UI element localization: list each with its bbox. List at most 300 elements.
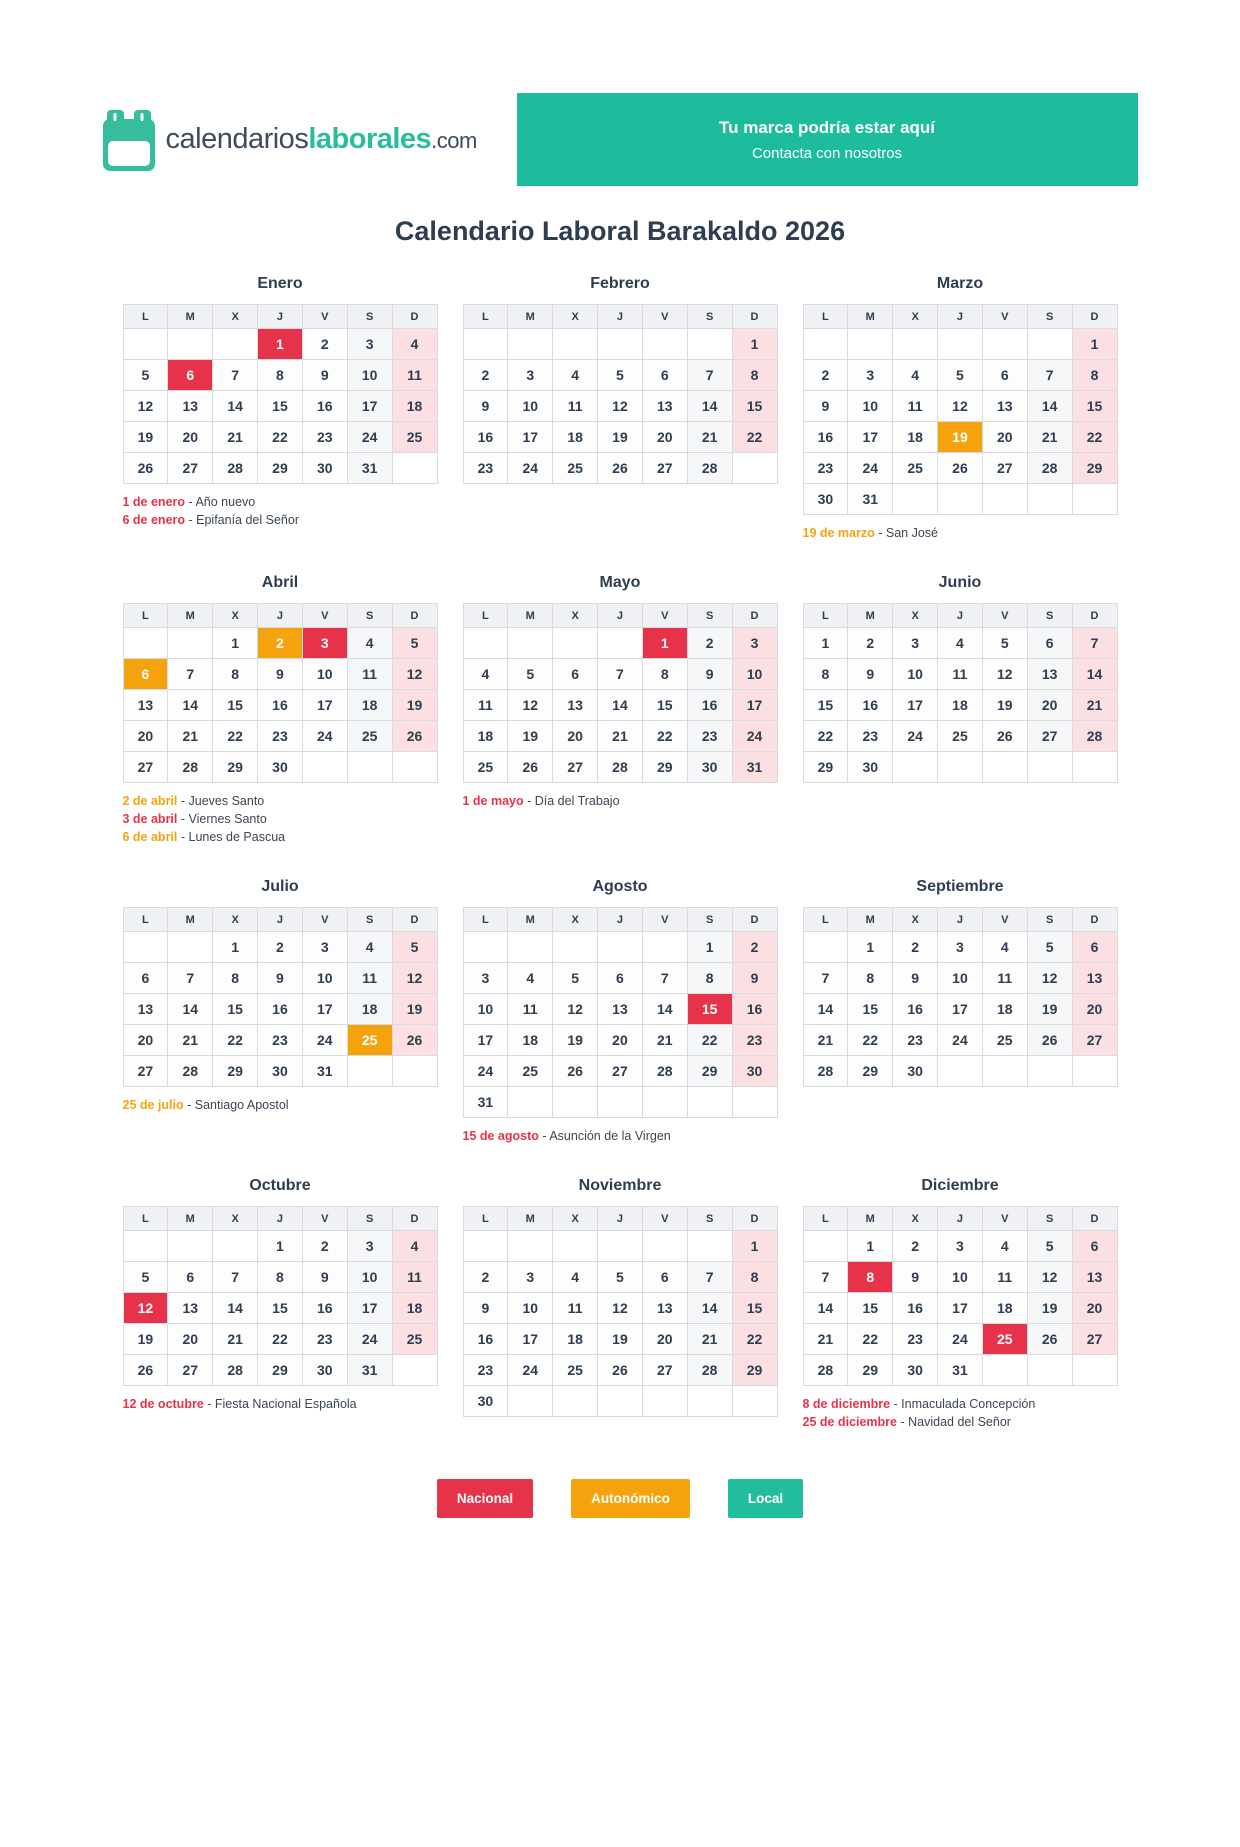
day-cell: 9 <box>893 963 938 994</box>
weekday-header: D <box>392 908 437 932</box>
day-cell: 10 <box>732 659 777 690</box>
day-cell: 24 <box>938 1324 983 1355</box>
day-cell: 26 <box>123 453 168 484</box>
empty-day-cell <box>938 752 983 783</box>
day-cell: 24 <box>893 721 938 752</box>
empty-day-cell <box>893 329 938 360</box>
day-cell: 6 <box>168 1262 213 1293</box>
day-cell: 31 <box>347 1355 392 1386</box>
day-cell: 22 <box>258 1324 303 1355</box>
day-cell: 4 <box>347 932 392 963</box>
month-table <box>463 1206 778 1417</box>
weekday-header: M <box>168 1207 213 1231</box>
day-cell: 19 <box>392 690 437 721</box>
week-row <box>123 963 437 994</box>
ad-banner-contact-link[interactable]: Contacta con nosotros <box>751 144 903 162</box>
day-cell: 11 <box>508 994 553 1025</box>
empty-day-cell <box>1072 1056 1117 1087</box>
weekday-header: V <box>642 604 687 628</box>
holiday-note-desc: - Viernes Santo <box>177 812 267 826</box>
day-cell: 9 <box>302 360 347 391</box>
day-cell: 20 <box>1072 994 1117 1025</box>
day-cell: 1 <box>848 932 893 963</box>
month-calendar <box>803 574 1118 796</box>
week-row <box>803 453 1117 484</box>
day-cell: 26 <box>598 1355 643 1386</box>
day-cell: 14 <box>803 1293 848 1324</box>
weekday-header: D <box>392 305 437 329</box>
month-holiday-notes <box>803 1397 1118 1429</box>
empty-day-cell <box>508 329 553 360</box>
day-cell: 5 <box>938 360 983 391</box>
week-row <box>463 1056 777 1087</box>
week-row <box>803 422 1117 453</box>
logo-text-part2: laborales <box>308 123 432 155</box>
day-cell: 30 <box>893 1355 938 1386</box>
day-cell: 19 <box>392 994 437 1025</box>
empty-day-cell <box>803 1231 848 1262</box>
day-cell: 25 <box>893 453 938 484</box>
day-cell: 16 <box>302 391 347 422</box>
day-cell: 12 <box>598 1293 643 1324</box>
day-cell: 25 <box>508 1056 553 1087</box>
day-cell: 24 <box>463 1056 508 1087</box>
day-cell: 13 <box>168 391 213 422</box>
weekday-header: V <box>302 908 347 932</box>
empty-day-cell <box>687 1087 732 1118</box>
day-cell: 9 <box>732 963 777 994</box>
holiday-note <box>803 1415 1118 1429</box>
week-row <box>463 391 777 422</box>
day-cell: 6 <box>553 659 598 690</box>
day-cell: 27 <box>168 1355 213 1386</box>
day-cell: 25 <box>463 752 508 783</box>
day-cell: 4 <box>553 360 598 391</box>
week-row <box>803 963 1117 994</box>
week-row <box>463 659 777 690</box>
week-row <box>123 659 437 690</box>
week-row <box>463 690 777 721</box>
holiday-day-cell: 25 <box>347 1025 392 1056</box>
week-row <box>803 721 1117 752</box>
day-cell: 11 <box>347 963 392 994</box>
day-cell: 16 <box>463 1324 508 1355</box>
day-cell: 20 <box>642 422 687 453</box>
day-cell: 26 <box>553 1056 598 1087</box>
week-row <box>463 1025 777 1056</box>
day-cell: 11 <box>982 963 1027 994</box>
day-cell: 1 <box>803 628 848 659</box>
day-cell: 19 <box>1027 1293 1072 1324</box>
month-title: Mayo <box>599 574 641 591</box>
weekday-header: J <box>598 1207 643 1231</box>
week-row <box>803 1355 1117 1386</box>
day-cell: 19 <box>123 1324 168 1355</box>
holiday-note <box>123 495 438 509</box>
week-row <box>123 1262 437 1293</box>
holiday-day-cell: 8 <box>848 1262 893 1293</box>
weekday-header: J <box>258 1207 303 1231</box>
weekday-header: L <box>123 1207 168 1231</box>
day-cell: 7 <box>642 963 687 994</box>
logo-text-part1: calendarios <box>165 123 309 155</box>
day-cell: 16 <box>893 1293 938 1324</box>
day-cell: 27 <box>553 752 598 783</box>
day-cell: 2 <box>893 932 938 963</box>
day-cell: 12 <box>1027 963 1072 994</box>
day-cell: 25 <box>553 453 598 484</box>
weekday-header: M <box>168 305 213 329</box>
weekday-header-row <box>123 604 437 628</box>
week-row <box>463 1262 777 1293</box>
week-row <box>123 752 437 783</box>
day-cell: 14 <box>168 690 213 721</box>
weekday-header: D <box>1072 1207 1117 1231</box>
legend-nacional-button[interactable]: Nacional <box>437 1479 533 1518</box>
empty-day-cell <box>598 628 643 659</box>
month-calendar <box>803 1177 1118 1433</box>
weekday-header: S <box>687 604 732 628</box>
week-row <box>463 994 777 1025</box>
day-cell: 15 <box>732 1293 777 1324</box>
day-cell: 9 <box>687 659 732 690</box>
empty-day-cell <box>463 628 508 659</box>
day-cell: 17 <box>938 1293 983 1324</box>
day-cell: 15 <box>803 690 848 721</box>
week-row <box>123 360 437 391</box>
weekday-header-row <box>123 908 437 932</box>
day-cell: 25 <box>392 1324 437 1355</box>
week-row <box>803 1262 1117 1293</box>
month-table <box>123 907 438 1087</box>
day-cell: 14 <box>642 994 687 1025</box>
day-cell: 13 <box>168 1293 213 1324</box>
empty-day-cell <box>553 628 598 659</box>
week-row <box>463 1324 777 1355</box>
day-cell: 1 <box>213 932 258 963</box>
day-cell: 26 <box>123 1355 168 1386</box>
week-row <box>463 1355 777 1386</box>
day-cell: 2 <box>803 360 848 391</box>
empty-day-cell <box>553 329 598 360</box>
day-cell: 7 <box>213 1262 258 1293</box>
day-cell: 23 <box>893 1025 938 1056</box>
day-cell: 29 <box>213 1056 258 1087</box>
weekday-header-row <box>803 604 1117 628</box>
day-cell: 4 <box>392 1231 437 1262</box>
legend-autonomico-button[interactable]: Autonómico <box>571 1479 690 1518</box>
weekday-header: D <box>392 604 437 628</box>
day-cell: 29 <box>803 752 848 783</box>
day-cell: 9 <box>463 391 508 422</box>
empty-day-cell <box>1072 1355 1117 1386</box>
month-calendar <box>123 878 438 1116</box>
day-cell: 7 <box>1072 628 1117 659</box>
day-cell: 12 <box>938 391 983 422</box>
ad-banner[interactable] <box>517 93 1138 186</box>
weekday-header: V <box>642 305 687 329</box>
month-holiday-notes <box>123 495 438 527</box>
day-cell: 16 <box>803 422 848 453</box>
day-cell: 11 <box>392 1262 437 1293</box>
day-cell: 14 <box>687 391 732 422</box>
holiday-note <box>463 794 778 808</box>
day-cell: 30 <box>302 1355 347 1386</box>
day-cell: 3 <box>347 1231 392 1262</box>
day-cell: 16 <box>302 1293 347 1324</box>
empty-day-cell <box>982 484 1027 515</box>
holiday-note <box>123 513 438 527</box>
day-cell: 8 <box>642 659 687 690</box>
month-holiday-notes <box>803 1098 1118 1100</box>
day-cell: 10 <box>508 391 553 422</box>
holiday-note-desc: - Día del Trabajo <box>523 794 620 808</box>
day-cell: 27 <box>1072 1324 1117 1355</box>
day-cell: 26 <box>1027 1025 1072 1056</box>
holiday-note <box>123 794 438 808</box>
day-cell: 10 <box>347 360 392 391</box>
week-row <box>803 628 1117 659</box>
weekday-header: L <box>123 604 168 628</box>
week-row <box>803 690 1117 721</box>
day-cell: 4 <box>982 932 1027 963</box>
month-table <box>123 304 438 484</box>
weekday-header: S <box>347 908 392 932</box>
month-calendar <box>123 1177 438 1415</box>
holiday-day-cell: 25 <box>982 1324 1027 1355</box>
empty-day-cell <box>893 752 938 783</box>
day-cell: 8 <box>258 360 303 391</box>
week-row <box>123 1324 437 1355</box>
weekday-header-row <box>463 305 777 329</box>
empty-day-cell <box>687 1231 732 1262</box>
day-cell: 29 <box>642 752 687 783</box>
day-cell: 8 <box>258 1262 303 1293</box>
day-cell: 25 <box>982 1025 1027 1056</box>
day-cell: 31 <box>463 1087 508 1118</box>
day-cell: 25 <box>347 721 392 752</box>
day-cell: 19 <box>1027 994 1072 1025</box>
day-cell: 14 <box>213 391 258 422</box>
weekday-header: S <box>1027 1207 1072 1231</box>
holiday-note-date: 25 de julio <box>122 1098 184 1112</box>
holiday-note-date: 6 de enero <box>122 513 186 527</box>
week-row <box>463 963 777 994</box>
week-row <box>123 453 437 484</box>
weekday-header: L <box>463 604 508 628</box>
weekday-header: S <box>347 604 392 628</box>
day-cell: 4 <box>508 963 553 994</box>
day-cell: 29 <box>258 453 303 484</box>
day-cell: 24 <box>347 1324 392 1355</box>
day-cell: 22 <box>732 422 777 453</box>
day-cell: 14 <box>598 690 643 721</box>
day-cell: 16 <box>258 994 303 1025</box>
day-cell: 2 <box>732 932 777 963</box>
month-table <box>803 603 1118 783</box>
weekday-header: D <box>392 1207 437 1231</box>
empty-day-cell <box>1027 1056 1072 1087</box>
day-cell: 10 <box>347 1262 392 1293</box>
week-row <box>123 1293 437 1324</box>
day-cell: 5 <box>598 1262 643 1293</box>
empty-day-cell <box>392 1056 437 1087</box>
day-cell: 20 <box>1027 690 1072 721</box>
day-cell: 3 <box>938 932 983 963</box>
empty-day-cell <box>553 1231 598 1262</box>
empty-day-cell <box>508 628 553 659</box>
weekday-header: L <box>803 305 848 329</box>
day-cell: 5 <box>123 1262 168 1293</box>
day-cell: 8 <box>732 1262 777 1293</box>
week-row <box>463 1386 777 1417</box>
day-cell: 13 <box>1027 659 1072 690</box>
day-cell: 11 <box>553 391 598 422</box>
weekday-header: L <box>803 1207 848 1231</box>
day-cell: 18 <box>553 1324 598 1355</box>
empty-day-cell <box>302 752 347 783</box>
site-logo[interactable] <box>103 109 477 171</box>
day-cell: 14 <box>687 1293 732 1324</box>
empty-day-cell <box>1027 1355 1072 1386</box>
empty-day-cell <box>982 1355 1027 1386</box>
day-cell: 20 <box>1072 1293 1117 1324</box>
day-cell: 13 <box>553 690 598 721</box>
day-cell: 30 <box>893 1056 938 1087</box>
day-cell: 29 <box>687 1056 732 1087</box>
day-cell: 6 <box>642 1262 687 1293</box>
empty-day-cell <box>1027 484 1072 515</box>
day-cell: 17 <box>302 690 347 721</box>
day-cell: 19 <box>553 1025 598 1056</box>
legend-local-button[interactable]: Local <box>728 1479 803 1518</box>
day-cell: 24 <box>732 721 777 752</box>
weekday-header: V <box>302 305 347 329</box>
day-cell: 22 <box>213 1025 258 1056</box>
holiday-note-desc: - Año nuevo <box>185 495 256 509</box>
weekday-header: M <box>508 1207 553 1231</box>
holiday-day-cell: 2 <box>258 628 303 659</box>
day-cell: 11 <box>938 659 983 690</box>
day-cell: 10 <box>938 1262 983 1293</box>
empty-day-cell <box>213 1231 258 1262</box>
empty-day-cell <box>732 1087 777 1118</box>
day-cell: 18 <box>893 422 938 453</box>
logo-text <box>166 123 477 156</box>
week-row <box>463 752 777 783</box>
weekday-header: J <box>258 305 303 329</box>
week-row <box>123 1025 437 1056</box>
day-cell: 21 <box>1027 422 1072 453</box>
holiday-note <box>123 1397 438 1411</box>
day-cell: 20 <box>168 422 213 453</box>
day-cell: 12 <box>982 659 1027 690</box>
day-cell: 23 <box>687 721 732 752</box>
weekday-header: V <box>982 604 1027 628</box>
day-cell: 1 <box>258 1231 303 1262</box>
holiday-note <box>803 526 1118 540</box>
day-cell: 6 <box>598 963 643 994</box>
weekday-header: V <box>642 908 687 932</box>
day-cell: 12 <box>508 690 553 721</box>
day-cell: 23 <box>302 1324 347 1355</box>
empty-day-cell <box>347 1056 392 1087</box>
week-row <box>803 752 1117 783</box>
week-row <box>463 721 777 752</box>
weekday-header: J <box>598 908 643 932</box>
day-cell: 9 <box>893 1262 938 1293</box>
day-cell: 6 <box>642 360 687 391</box>
week-row <box>123 690 437 721</box>
empty-day-cell <box>123 1231 168 1262</box>
day-cell: 11 <box>347 659 392 690</box>
month-table <box>803 907 1118 1087</box>
week-row <box>803 1324 1117 1355</box>
day-cell: 24 <box>508 453 553 484</box>
weekday-header: M <box>848 908 893 932</box>
day-cell: 30 <box>258 752 303 783</box>
day-cell: 1 <box>213 628 258 659</box>
empty-day-cell <box>982 752 1027 783</box>
day-cell: 23 <box>463 1355 508 1386</box>
day-cell: 29 <box>258 1355 303 1386</box>
day-cell: 19 <box>982 690 1027 721</box>
day-cell: 4 <box>392 329 437 360</box>
day-cell: 12 <box>553 994 598 1025</box>
weekday-header-row <box>803 1207 1117 1231</box>
weekday-header: M <box>848 305 893 329</box>
weekday-header: L <box>803 908 848 932</box>
day-cell: 12 <box>1027 1262 1072 1293</box>
day-cell: 8 <box>848 963 893 994</box>
day-cell: 14 <box>213 1293 258 1324</box>
day-cell: 12 <box>598 391 643 422</box>
day-cell: 1 <box>848 1231 893 1262</box>
day-cell: 31 <box>732 752 777 783</box>
day-cell: 28 <box>642 1056 687 1087</box>
empty-day-cell <box>123 628 168 659</box>
week-row <box>123 422 437 453</box>
empty-day-cell <box>642 1231 687 1262</box>
day-cell: 23 <box>732 1025 777 1056</box>
day-cell: 2 <box>302 1231 347 1262</box>
holiday-note-desc: - Fiesta Nacional Española <box>203 1397 357 1411</box>
month-title: Marzo <box>936 275 984 292</box>
day-cell: 13 <box>642 1293 687 1324</box>
weekday-header: D <box>1072 908 1117 932</box>
day-cell: 22 <box>258 422 303 453</box>
day-cell: 10 <box>938 963 983 994</box>
day-cell: 6 <box>123 963 168 994</box>
day-cell: 5 <box>982 628 1027 659</box>
holiday-day-cell: 6 <box>123 659 168 690</box>
holiday-note <box>803 1397 1118 1411</box>
holiday-day-cell: 1 <box>258 329 303 360</box>
day-cell: 27 <box>1027 721 1072 752</box>
weekday-header: D <box>732 305 777 329</box>
week-row <box>803 1025 1117 1056</box>
day-cell: 12 <box>392 963 437 994</box>
day-cell: 20 <box>553 721 598 752</box>
empty-day-cell <box>687 1386 732 1417</box>
holiday-note-desc: - Inmaculada Concepción <box>890 1397 1036 1411</box>
holiday-note-date: 1 de enero <box>122 495 186 509</box>
day-cell: 20 <box>982 422 1027 453</box>
weekday-header: X <box>213 1207 258 1231</box>
month-holiday-notes <box>123 1098 438 1112</box>
empty-day-cell <box>123 329 168 360</box>
day-cell: 10 <box>302 659 347 690</box>
